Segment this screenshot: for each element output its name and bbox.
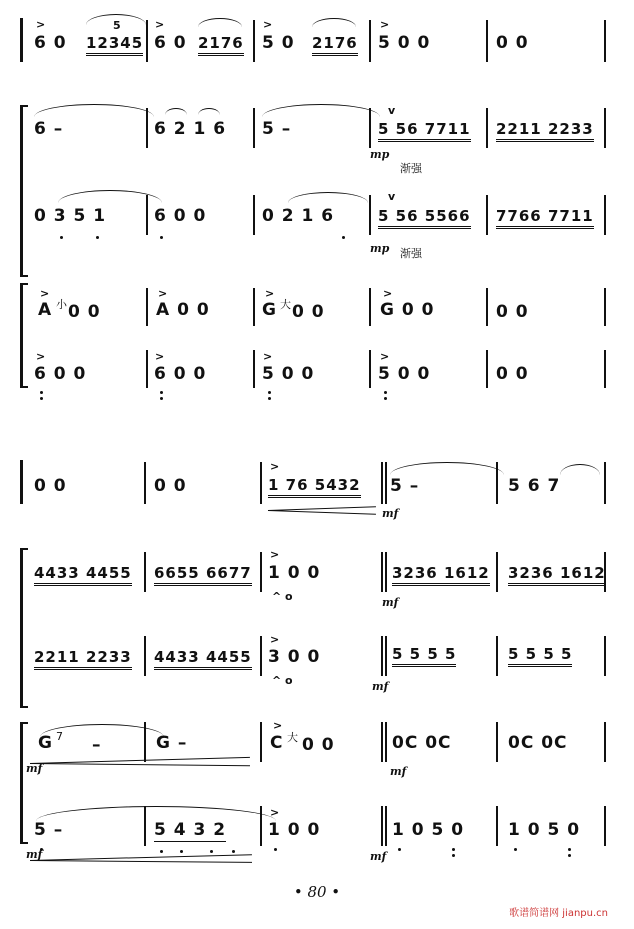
barline [604,288,606,326]
barline [253,108,255,148]
note-group: 0 0 [34,476,67,496]
slur [288,192,368,203]
accent-mark: > [263,18,273,31]
chord-stack: 5 5 5 5 [508,645,572,667]
system2-brace-cap [20,706,28,708]
barline [260,806,262,846]
system2-brace-low [20,722,23,844]
chord-symbol: A [38,300,53,320]
barline [385,806,387,846]
breath-mark: v [388,190,396,203]
dynamic-mp: mp [370,148,390,161]
lower-octave-dot [160,391,163,394]
note-group: 0 0 [496,33,529,53]
barline [496,806,498,846]
note-group: 12345 [86,34,143,56]
lower-octave-dot [398,848,401,851]
barline [369,20,371,62]
system1-brace-cap [20,283,28,285]
chord-quality: 7 [56,730,63,743]
note-group: A 0 0 [156,300,210,320]
chord-stack: 5 5 5 5 [392,645,456,667]
lower-octave-dot [210,850,213,853]
note-group: 0C 0C [508,733,568,753]
crescendo-hairpin [268,510,376,515]
system1-brace-low [20,283,23,388]
note-group: 2176 [312,34,358,56]
barline [253,288,255,326]
note-group: 6655 6677 [154,564,252,586]
lower-octave-dot [274,848,277,851]
barline [260,462,262,504]
note-group: 0 3 5 1 [34,206,107,226]
barline [369,350,371,388]
dynamic-mf: mf [390,765,407,778]
note-group: 6 0 0 [154,364,207,384]
breath-mark: v [388,104,396,117]
barline [260,636,262,676]
note-group: 3 0 0 [268,647,321,667]
lower-octave-dot [342,236,345,239]
lower-octave-dot [268,391,271,394]
note-group: 0 0 [292,302,325,322]
barline [486,288,488,326]
lower-octave-dot [452,848,455,851]
accent-mark: > [265,287,275,300]
accent-mark: > [36,18,46,31]
dynamic-mf: mf [370,850,387,863]
system2-brace-cap [20,842,28,844]
note-group: 6 – [34,119,64,139]
barline [253,20,255,62]
lower-octave-dot [232,850,235,853]
barline [604,462,606,504]
barline [144,462,146,504]
accent-mark: > [36,350,46,363]
crescendo-text: 渐强 [400,162,422,175]
barline [486,108,488,148]
dynamic-mp: mp [370,242,390,255]
note-group: 5 – [34,820,64,840]
note-group: 4433 4455 [34,564,132,586]
system2-brace-mid [20,548,23,708]
lower-octave-dot [40,391,43,394]
lower-octave-dot [384,391,387,394]
barline [369,195,371,235]
accent-mark: > [40,287,50,300]
barline [385,636,387,676]
note-group: G – [156,733,188,753]
barline [253,350,255,388]
dynamic-mf: mf [382,596,399,609]
barline [604,20,606,62]
lower-octave-dot [96,236,99,239]
barline [369,288,371,326]
barline [604,722,606,762]
barline [496,552,498,592]
chord-symbol: G [262,300,277,320]
barline [604,636,606,676]
note-group: 5 4 3 2 [154,820,227,840]
lower-octave-dot [568,854,571,857]
slur [34,104,154,117]
watermark: 歌谱简谱网 jianpu.cn [509,908,608,919]
note-group: 0 0 [68,302,101,322]
slur [58,190,162,203]
chord-quality: 小 [56,298,67,311]
chord-symbol: C [270,733,284,753]
note-group: 5 56 5566 [378,207,471,229]
note-group: 4433 4455 [154,648,252,670]
note-group: G 0 0 [380,300,435,320]
lower-octave-dot [40,397,43,400]
barline [253,195,255,235]
barline [381,636,383,676]
note-group: 5 – [262,119,292,139]
note-group: 6 0 0 [154,206,207,226]
tuplet-number: 5 [113,19,121,32]
barline [604,350,606,388]
note-group: 5 0 [262,33,295,53]
barline [260,722,262,762]
barline [385,462,387,504]
system1-brace-cap [20,386,28,388]
note-group: 2176 [198,34,244,56]
accent-mark: > [270,548,280,561]
dynamic-mf: mf [26,762,43,775]
barline [604,195,606,235]
note-group: 1 0 5 0 [508,820,581,840]
system2-brace-cap [20,548,28,550]
note-group: 7766 7711 [496,207,594,229]
accent-mark: > [380,350,390,363]
lower-octave-dot [160,850,163,853]
lower-octave-dot [452,854,455,857]
barline [496,722,498,762]
note-group: 1 0 5 0 [392,820,465,840]
note-group: 0 0 [302,735,335,755]
accent-mark: ^ o [272,674,293,687]
note-group: 5 56 7711 [378,120,471,142]
accent-mark: > [383,287,393,300]
barline [604,806,606,846]
system1-brace-mid [20,105,23,277]
note-group: 0 0 [496,364,529,384]
lower-octave-dot [60,236,63,239]
note-group: 1 0 0 [268,563,321,583]
accent-mark: > [155,350,165,363]
slur [36,806,276,821]
note-group: 0 0 [496,302,529,322]
accent-mark: > [270,460,280,473]
crescendo-text: 渐强 [400,247,422,260]
note-group: 6 2 1 6 [154,119,227,139]
lower-octave-dot [568,848,571,851]
barline [486,20,488,62]
slur [390,462,504,475]
accent-mark: > [270,806,280,819]
accent-mark: > [273,719,283,732]
crescendo-hairpin [30,763,250,766]
note-group: 5 0 0 [378,364,431,384]
barline [486,195,488,235]
slur [262,104,380,117]
note-group: 3236 1612 [508,564,606,586]
note-group: 5 0 0 [378,33,431,53]
barline [381,722,383,762]
lower-octave-dot [384,397,387,400]
crescendo-hairpin [30,860,252,863]
note-group: 6 0 [34,33,67,53]
barline [144,552,146,592]
accent-mark: > [158,287,168,300]
barline [496,636,498,676]
accent-mark: > [270,633,280,646]
system1-brace-top [20,18,23,62]
slur [198,18,242,27]
barline [146,350,148,388]
barline [146,288,148,326]
slur [312,18,356,27]
barline [486,350,488,388]
note-group: 0 0 [154,476,187,496]
lower-octave-dot [268,397,271,400]
note-group: 0 2 1 6 [262,206,335,226]
slur [560,464,600,475]
chord-quality: 大 [287,731,298,744]
note-group: 2211 2233 [496,120,594,142]
note-group: 6 0 [154,33,187,53]
barline [146,20,148,62]
lower-octave-dot [160,397,163,400]
note-group: 5 – [390,476,420,496]
chord-quality: 大 [280,298,291,311]
lower-octave-dot [514,848,517,851]
system1-brace-cap [20,275,28,277]
note-group: 1 76 5432 [268,476,361,498]
barline [381,806,383,846]
system2-brace-top [20,460,23,504]
page-number: • 80 • [293,883,341,901]
barline [385,722,387,762]
chord-symbol: G [38,733,53,753]
accent-mark: > [155,18,165,31]
barline [381,552,383,592]
lower-octave-dot [180,850,183,853]
note-group: 1 0 0 [268,820,321,840]
system2-brace-cap [20,722,28,724]
slur [165,108,187,115]
barline [144,636,146,676]
barline [604,108,606,148]
lower-octave-dot [160,236,163,239]
note-group: – [92,735,102,755]
barline [385,552,387,592]
note-group: 5 6 7 [508,476,561,496]
dynamic-mf: mf [372,680,389,693]
note-group: 2211 2233 [34,648,132,670]
note-group: 3236 1612 [392,564,490,586]
accent-mark: ^ o [272,590,293,603]
dynamic-mf: mf [382,507,399,520]
barline [381,462,383,504]
barline [260,552,262,592]
note-group: 0C 0C [392,733,452,753]
note-group: 6 0 0 [34,364,87,384]
dynamic-mf: mf [26,848,43,861]
note-group: 5 0 0 [262,364,315,384]
system1-brace-cap [20,105,28,107]
slur [198,108,220,115]
accent-mark: > [380,18,390,31]
accent-mark: > [263,350,273,363]
